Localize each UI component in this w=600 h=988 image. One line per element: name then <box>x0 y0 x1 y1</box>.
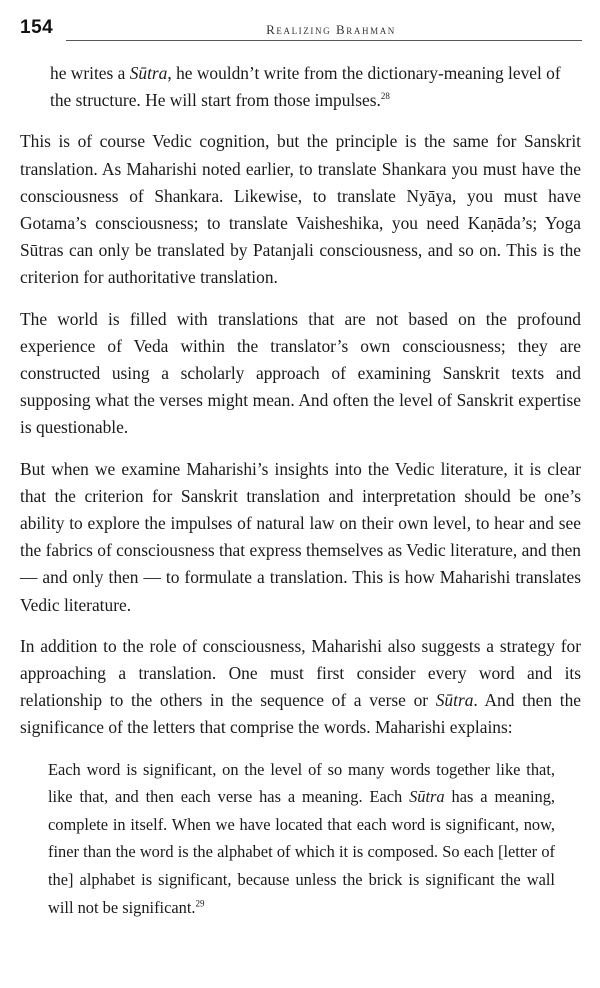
text-run: Each word is significant, on the level of so many words together like that, like that, and then each verse has a meaning. Each <box>48 759 555 807</box>
italic-term: Sūtra <box>409 787 445 807</box>
footnote-ref: 29 <box>195 898 205 909</box>
header-rule <box>66 40 582 41</box>
page-header <box>20 14 582 44</box>
paragraph-continued <box>20 60 581 114</box>
paragraph: But when we examine Maharishi’s insights into the Vedic literature, it is clear that the criterion for Sanskrit translation and interpretation should be one’s ability to explore the impulses of natural law on their own level, to hear and see the fabrics of consciousness that express themselves as Vedic literature, and then — and only then — to formulate a translation. This is how Maharishi translates Vedic literature. <box>20 458 581 615</box>
italic-term: Sūtra <box>435 690 474 711</box>
page-body <box>20 60 581 921</box>
text-run: . And then the significance of the letters that comprise the words. Maharishi explains: <box>20 690 581 738</box>
text-run: In addition to the role of consciousness, Maharishi also suggests a strategy for approaching a translation. One must first consider every word and its relationship to the others in the sequence of a verse or <box>20 635 581 711</box>
block-quote <box>20 756 581 922</box>
text-run: has a meaning, complete in itself. When we have located that each word is significant, now, finer than the word is the alphabet of which it is composed. So each [letter of the] alphabet is significant, because unless the brick is significant the wall will not be significant. <box>48 787 555 917</box>
text-run: he writes a <box>50 63 130 83</box>
paragraph <box>20 633 581 742</box>
italic-term: Sūtra <box>129 63 168 83</box>
running-head: Realizing Brahman <box>266 22 396 37</box>
paragraph: This is of course Vedic cognition, but the principle is the same for Sanskrit translation. As Maharishi noted earlier, to translate Shankara you must have the consciousness of Shankara. Likewise, to translate Nyāya, you must have Gotama’s consciousness; to translate Vaisheshika, you need Kaṇāda’s; Yoga Sūtras can only be translated by Patanjali consciousness, and so on. This is the criterion for authoritative translation. <box>20 131 581 288</box>
paragraph: The world is filled with translations that are not based on the profound experience of Veda within the translator’s own consciousness; they are constructed using a scholarly approach of examining Sanskrit texts and supposing what the verses might mean. And often the level of Sanskrit expertise is questionable. <box>20 308 581 438</box>
text-run: , he wouldn’t write from the dictionary-meaning level of the structure. He will start from those impulses. <box>50 63 561 111</box>
page-number: 154 <box>20 17 54 38</box>
footnote-ref: 28 <box>380 91 390 102</box>
